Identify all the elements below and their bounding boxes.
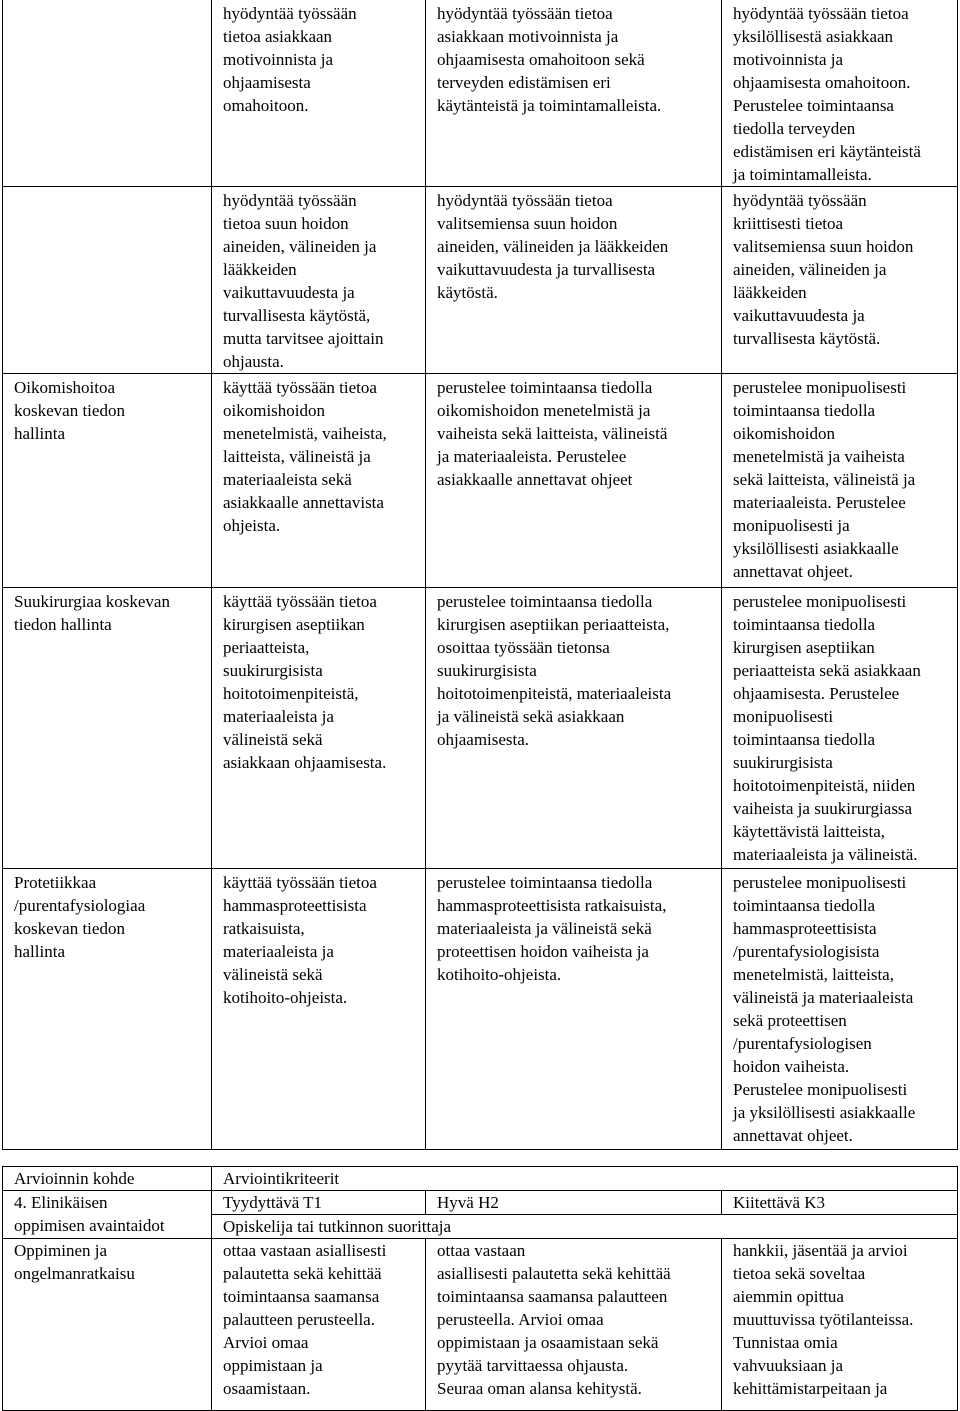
table-row — [3, 374, 958, 588]
cell-h2: hyödyntää työssään tietoa asiakkaan motivoinnista ja ohjaamisesta omahoitoon sekä terveyden edistämisen eri käytänteistä ja toimintamalleista. — [426, 0, 722, 187]
row-label — [3, 0, 212, 187]
cell-t1: hyödyntää työssään tietoa suun hoidon aineiden, välineiden ja lääkkeiden vaikuttavuudesta ja turvallisesta käytöstä, mutta tarvitsee ajoittain ohjausta. — [212, 187, 426, 374]
column-header-h2: Hyvä H2 — [426, 1191, 722, 1215]
cell-t1: käyttää työssään tietoa oikomishoidon menetelmistä, vaiheista, laitteista, välineistä ja materiaaleista sekä asiakkaalle annettavista ohjeista. — [212, 374, 426, 588]
cell-k3: perustelee monipuolisesti toimintaansa tiedolla oikomishoidon menetelmistä ja vaiheista sekä laitteista, välineistä ja materiaaleista. Perustelee monipuolisesti ja yksilöllisesti asiakkaalle annettavat ohjeet. — [722, 374, 958, 588]
cell-h2: ottaa vastaan asiallisesti palautetta sekä kehittää toimintaansa saamansa palautteen perusteella. Arvioi omaa oppimistaan ja osaamistaan sekä pyytää tarvittaessa ohjausta. Seuraa oman alansa kehitystä. — [426, 1239, 722, 1411]
cell-h2: hyödyntää työssään tietoa valitsemiensa suun hoidon aineiden, välineiden ja lääkkeiden vaikuttavuudesta ja turvallisesta käytöstä. — [426, 187, 722, 374]
cell-k3: hankkii, jäsentää ja arvioi tietoa sekä soveltaa aiemmin opittua muuttuvissa työtilanteissa. Tunnistaa omia vahvuuksiaan ja kehittämistarpeitaan ja — [722, 1239, 958, 1411]
row-label-learning: Oppiminen ja ongelmanratkaisu — [3, 1239, 212, 1411]
column-header-k3: Kiitettävä K3 — [722, 1191, 958, 1215]
table-row — [3, 869, 958, 1150]
cell-k3: hyödyntää työssään kriittisesti tietoa valitsemiensa suun hoidon aineiden, välineiden ja lääkkeiden vaikuttavuudesta ja turvallisesta käytöstä. — [722, 187, 958, 374]
table-header-row — [3, 1167, 958, 1191]
subheader-student: Opiskelija tai tutkinnon suorittaja — [212, 1215, 958, 1239]
cell-h2: perustelee toimintaansa tiedolla hammasproteettisista ratkaisuista, materiaaleista ja välineistä sekä proteettisen hoidon vaiheista ja kotihoito-ohjeista. — [426, 869, 722, 1150]
cell-k3: hyödyntää työssään tietoa yksilöllisestä asiakkaan motivoinnista ja ohjaamisesta omahoitoon. Perustelee toimintaansa tiedolla terveyden edistämisen eri käytänteistä ja toimintamalleista. — [722, 0, 958, 187]
section-label: 4. Elinikäisen oppimisen avaintaidot — [3, 1191, 212, 1239]
table-row — [3, 187, 958, 374]
column-header-t1: Tyydyttävä T1 — [212, 1191, 426, 1215]
criteria-table-knowledge — [2, 0, 958, 1150]
header-assessment-target: Arvioinnin kohde — [3, 1167, 212, 1191]
table-row — [3, 1239, 958, 1411]
table-header-row — [3, 1191, 958, 1215]
cell-h2: perustelee toimintaansa tiedolla kirurgisen aseptiikan periaatteista, osoittaa työssään tietonsa suukirurgisista hoitotoimenpiteistä, materiaaleista ja välineistä sekä asiakkaan ohjaamisesta. — [426, 588, 722, 869]
table-row — [3, 0, 958, 187]
cell-t1: ottaa vastaan asiallisesti palautetta sekä kehittää toimintaansa saamansa palautteen perusteella. Arvioi omaa oppimistaan ja osaamistaan. — [212, 1239, 426, 1411]
row-label — [3, 187, 212, 374]
table-row — [3, 588, 958, 869]
row-label-suukirurgia: Suukirurgiaa koskevan tiedon hallinta — [3, 588, 212, 869]
cell-h2: perustelee toimintaansa tiedolla oikomishoidon menetelmistä ja vaiheista sekä laitteista, välineistä ja materiaaleista. Perustelee asiakkaalle annettavat ohjeet — [426, 374, 722, 588]
cell-t1: hyödyntää työssään tietoa asiakkaan motivoinnista ja ohjaamisesta omahoitoon. — [212, 0, 426, 187]
criteria-table-lifelong-learning — [2, 1166, 958, 1411]
cell-k3: perustelee monipuolisesti toimintaansa tiedolla kirurgisen aseptiikan periaatteista sekä asiakkaan ohjaamisesta. Perustelee monipuolisesti toimintaansa tiedolla suukirurgisista hoitotoimenpiteistä, niiden vaiheista ja suukirurgiassa käytettävistä laitteista, materiaaleista ja välineistä. — [722, 588, 958, 869]
cell-t1: käyttää työssään tietoa hammasproteettisista ratkaisuista, materiaaleista ja välineistä sekä kotihoito-ohjeista. — [212, 869, 426, 1150]
row-label-protetiikka: Protetiikkaa /purentafysiologiaa koskevan tiedon hallinta — [3, 869, 212, 1150]
cell-k3: perustelee monipuolisesti toimintaansa tiedolla hammasproteettisista /purentafysiologisista menetelmistä, laitteista, välineistä ja materiaaleista sekä proteettisen /purentafysiologisen hoidon vaiheista. Perustelee monipuolisesti ja yksilöllisesti asiakkaalle annettavat ohjeet. — [722, 869, 958, 1150]
row-label-oikomishoito: Oikomishoitoa koskevan tiedon hallinta — [3, 374, 212, 588]
header-assessment-criteria: Arviointikriteerit — [212, 1167, 958, 1191]
cell-t1: käyttää työssään tietoa kirurgisen aseptiikan periaatteista, suukirurgisista hoitotoimenpiteistä, materiaaleista ja välineistä sekä asiakkaan ohjaamisesta. — [212, 588, 426, 869]
